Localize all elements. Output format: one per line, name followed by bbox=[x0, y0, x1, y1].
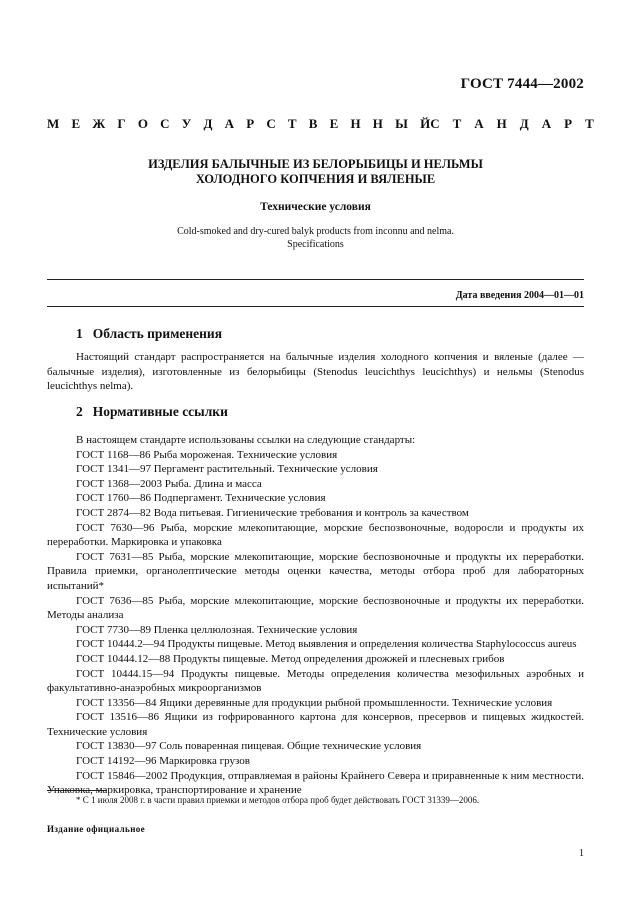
reference-item: ГОСТ 10444.2—94 Продукты пищевые. Метод выявления и определения количества Staphylococcus aureus bbox=[76, 638, 577, 651]
reference-item: ГОСТ 1760—86 Подпергамент. Технические условия bbox=[76, 492, 326, 505]
reference-item: ГОСТ 10444.15—94 Продукты пищевые. Методы определения количества мезофильных аэробных и факультативно-анаэробных микроорганизмов bbox=[47, 667, 584, 695]
heading-letter: Ы bbox=[395, 116, 408, 131]
heading-letter: Н bbox=[350, 116, 361, 131]
section-2-heading bbox=[76, 404, 228, 420]
title-line-2: ХОЛОДНОГО КОПЧЕНИЯ И ВЯЛЕНЫЕ bbox=[195, 172, 436, 186]
heading-letter: Й bbox=[420, 116, 431, 131]
introduction-date: Дата введения 2004—01—01 bbox=[455, 290, 584, 301]
heading-letter: Д bbox=[203, 116, 213, 131]
section-1-title: Область применения bbox=[92, 326, 223, 341]
interstate-standard-heading bbox=[47, 116, 594, 132]
heading-letter: У bbox=[181, 116, 192, 131]
heading-letter: А bbox=[541, 116, 552, 131]
standard-word bbox=[430, 116, 594, 132]
edition-label: Издание официальное bbox=[47, 824, 146, 834]
references-list bbox=[47, 433, 584, 798]
heading-letter: Д bbox=[519, 116, 529, 131]
heading-letter: М bbox=[47, 116, 60, 131]
footnote-separator bbox=[47, 790, 107, 791]
heading-letter: Т bbox=[287, 116, 297, 131]
footnote: * С 1 июля 2008 г. в части правил приемки и методов отбора проб будет действовать ГОСТ 31339—2006. bbox=[76, 795, 480, 805]
page-number: 1 bbox=[579, 848, 584, 859]
document-number: ГОСТ 7444—2002 bbox=[460, 76, 584, 92]
heading-letter: О bbox=[137, 116, 148, 131]
subtitle: Технические условия bbox=[260, 201, 371, 213]
reference-item: ГОСТ 14192—96 Маркировка грузов bbox=[76, 755, 250, 768]
reference-item: ГОСТ 7630—96 Рыба, морские млекопитающие, морские беспозвоночные, водоросли и продукты их переработки. Маркировка и упаковка bbox=[47, 521, 584, 549]
reference-item: ГОСТ 1168—86 Рыба мороженая. Технические условия bbox=[76, 448, 338, 461]
english-title-line-1: Cold-smoked and dry-cured balyk products from inconnu and nelma. bbox=[177, 226, 454, 237]
reference-item: ГОСТ 13516—86 Ящики из гофрированного картона для консервов, пресервов и пищевых жидкостей. Технические условия bbox=[47, 711, 584, 738]
heading-letter: С bbox=[266, 116, 276, 131]
title-line-1: ИЗДЕЛИЯ БАЛЫЧНЫЕ ИЗ БЕЛОРЫБИЦЫ И НЕЛЬМЫ bbox=[148, 157, 483, 171]
section-1-number: 1 bbox=[76, 326, 83, 341]
reference-item: ГОСТ 10444.12—88 Продукты пищевые. Метод определения дрожжей и плесневых грибов bbox=[76, 652, 505, 665]
heading-letter: Р bbox=[564, 116, 573, 131]
reference-item: ГОСТ 13356—84 Ящики деревянные для продукции рыбной промышленности. Технические условия bbox=[76, 696, 553, 709]
heading-letter: С bbox=[430, 116, 440, 131]
reference-item: ГОСТ 15846—2002 Продукция, отправляемая в районы Крайнего Севера и приравненные к ним местности. Упаковка, маркировка, транспортирование и хранение bbox=[47, 769, 584, 797]
heading-letter: Г bbox=[117, 116, 126, 131]
heading-letter: Т bbox=[585, 116, 594, 131]
title-block bbox=[47, 157, 584, 251]
heading-letter: Т bbox=[452, 116, 462, 131]
divider-bottom bbox=[47, 306, 584, 307]
interstate-word bbox=[47, 116, 430, 132]
section-1-heading bbox=[76, 326, 222, 342]
heading-letter: Н bbox=[372, 116, 383, 131]
heading-letter: Е bbox=[329, 116, 339, 131]
reference-item: ГОСТ 13830—97 Соль поваренная пищевая. Общие технические условия bbox=[76, 740, 422, 753]
reference-item: ГОСТ 1368—2003 Рыба. Длина и масса bbox=[76, 477, 262, 490]
references-intro: В настоящем стандарте использованы ссылки на следующие стандарты: bbox=[76, 434, 416, 446]
section-1-paragraph: Настоящий стандарт распространяется на балычные изделия холодного копчения и вяленые (далее — балычные изделия), изготовленные из белорыбицы (Stenodus leucichthys leucichthys) и нельмы (Stenodus leucichthys nelma). bbox=[47, 351, 584, 393]
english-title-line-2: Specifications bbox=[287, 239, 344, 250]
section-1-body bbox=[47, 350, 584, 394]
reference-item: ГОСТ 2874—82 Вода питьевая. Гигиенические требования и контроль за качеством bbox=[76, 506, 469, 519]
english-title bbox=[47, 225, 584, 251]
reference-item: ГОСТ 7631—85 Рыба, морские млекопитающие, морские беспозвоночные и продукты их переработки. Правила приемки, органолептические методы оценки качества, методы отбора проб для лабораторных испытаний* bbox=[47, 550, 584, 592]
heading-letter: С bbox=[160, 116, 170, 131]
section-2-number: 2 bbox=[76, 404, 83, 419]
heading-letter: Е bbox=[71, 116, 81, 131]
heading-letter: В bbox=[308, 116, 318, 131]
section-2-title: Нормативные ссылки bbox=[92, 404, 228, 419]
reference-item: ГОСТ 1341—97 Пергамент растительный. Технические условия bbox=[76, 463, 378, 476]
heading-letter: Н bbox=[496, 116, 507, 131]
heading-letter: Ж bbox=[92, 116, 106, 131]
heading-letter: А bbox=[224, 116, 234, 131]
reference-item: ГОСТ 7636—85 Рыба, морские млекопитающие, морские беспозвоночные и продукты их переработки. Методы анализа bbox=[47, 594, 584, 622]
heading-letter: А bbox=[474, 116, 484, 131]
reference-item: ГОСТ 7730—89 Пленка целлюлозная. Технические условия bbox=[76, 623, 358, 636]
divider-top bbox=[47, 279, 584, 280]
heading-letter: Р bbox=[246, 116, 255, 131]
